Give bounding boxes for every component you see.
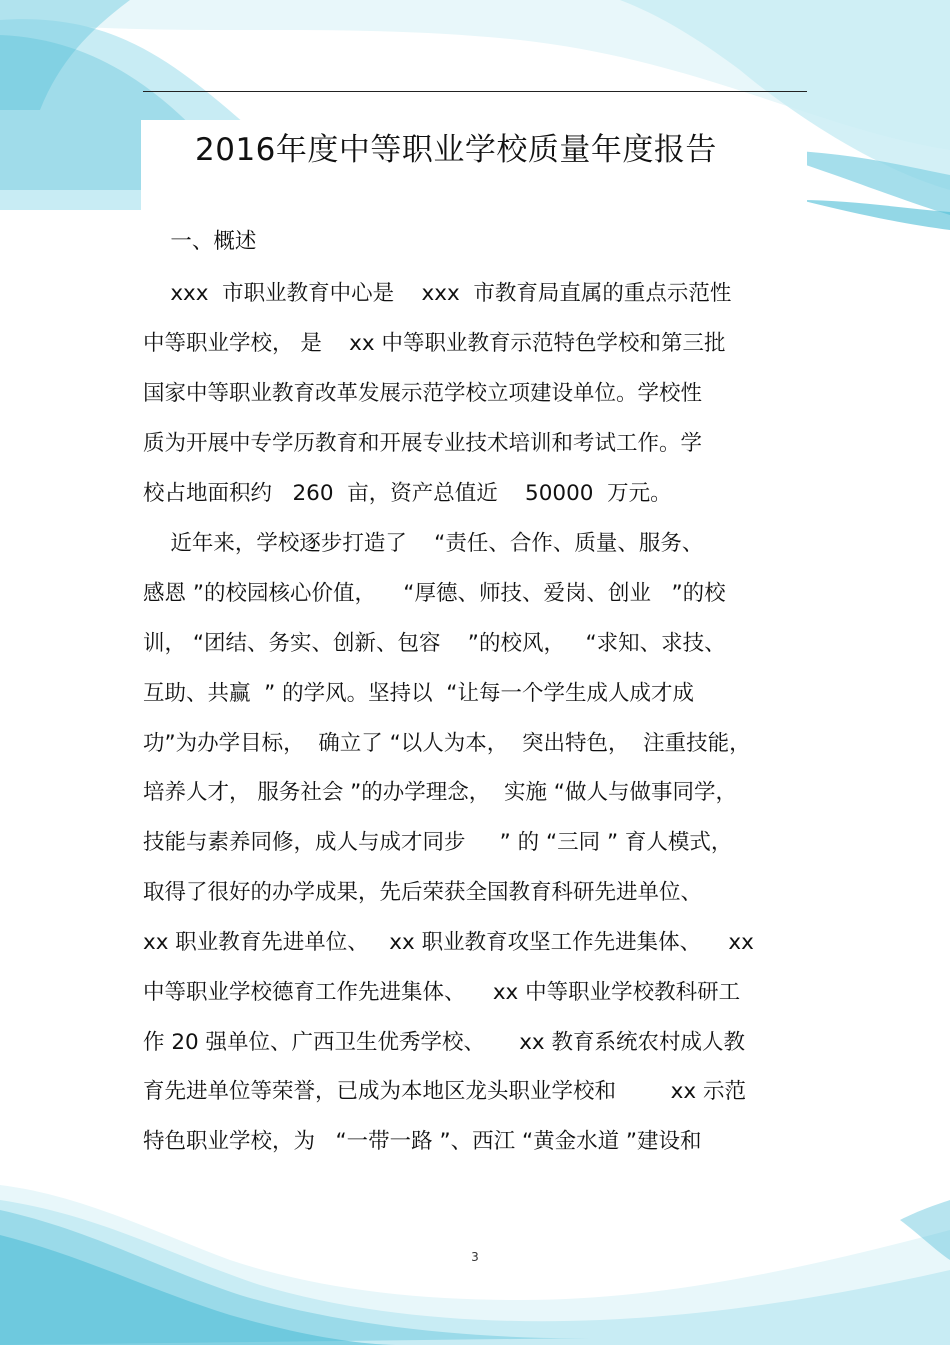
body-line: 近年来，学校逐步打造了 “责任、合作、质量、服务、 <box>143 531 704 556</box>
body-line: 育先进单位等荣誉，已成为本地区龙头职业学校和 xx 示范 <box>143 1079 746 1104</box>
document-title: 2016年度中等职业学校质量年度报告 <box>195 132 717 168</box>
body-line: 感恩 ”的校园核心价值， “厚德、师技、爱岗、创业 ”的校 <box>143 581 726 606</box>
body-line: 中等职业学校德育工作先进集体、 xx 中等职业学校教科研工 <box>143 980 741 1005</box>
section-heading-overview: 一、概述 <box>143 229 257 254</box>
header-rule <box>143 91 807 92</box>
page-number: 3 <box>471 1250 479 1264</box>
body-line: 质为开展中专学历教育和开展专业技术培训和考试工作。学 <box>143 431 703 456</box>
body-line: 互助、共赢 ” 的学风。坚持以 “让每一个学生成人成才成 <box>143 681 694 706</box>
body-line: 培养人才， 服务社会 ”的办学理念， 实施 “做人与做事同学， <box>143 780 737 805</box>
body-line: 作 20 强单位、广西卫生优秀学校、 xx 教育系统农村成人教 <box>143 1030 745 1055</box>
body-line: 校占地面积约 260 亩，资产总值近 50000 万元。 <box>143 481 672 506</box>
body-line: 功”为办学目标， 确立了 “以人为本， 突出特色， 注重技能， <box>143 731 751 756</box>
body-line: 中等职业学校， 是 xx 中等职业教育示范特色学校和第三批 <box>143 331 726 356</box>
body-line: 国家中等职业教育改革发展示范学校立项建设单位。学校性 <box>143 381 703 406</box>
body-line: 取得了很好的办学成果，先后荣获全国教育科研先进单位、 <box>143 880 703 905</box>
body-line: xxx 市职业教育中心是 xxx 市教育局直属的重点示范性 <box>143 281 732 306</box>
body-line: 特色职业学校，为 “一带一路 ”、西江 “黄金水道 ”建设和 <box>143 1129 702 1154</box>
body-line: xx 职业教育先进单位、 xx 职业教育攻坚工作先进集体、 xx <box>143 930 754 955</box>
body-line: 训， “团结、务实、创新、包容 ”的校风， “求知、求技、 <box>143 631 726 656</box>
body-line: 技能与素养同修，成人与成才同步 ” 的 “三同 ” 育人模式， <box>143 830 733 855</box>
